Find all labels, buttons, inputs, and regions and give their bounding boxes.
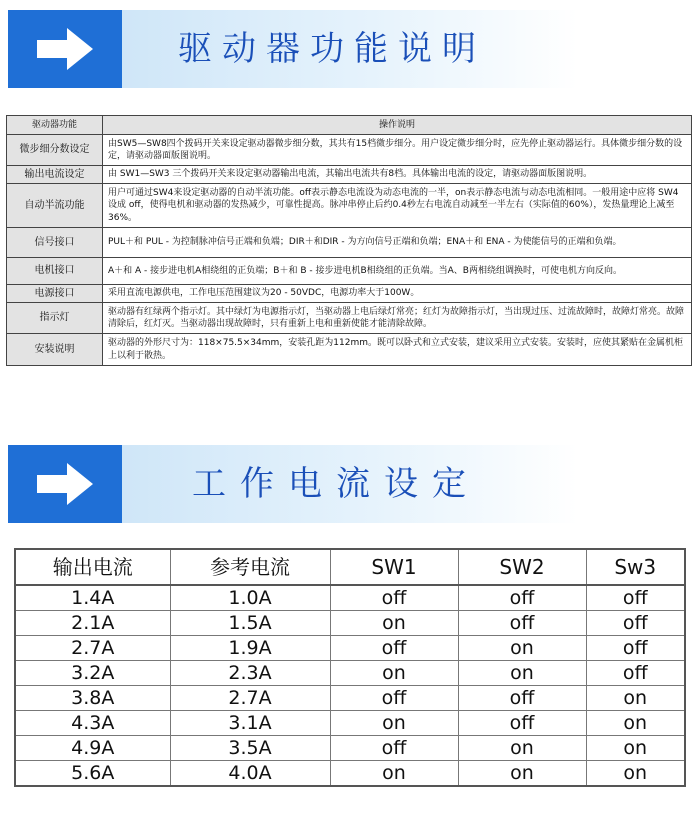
table-row <box>7 258 692 285</box>
header-sw2: SW2 <box>458 549 586 585</box>
function-description: 用户可通过SW4来设定驱动器的自动半流功能。off表示静态电流设为动态电流的一半，on表示静态电流与动态电流相同。一般用途中应将 SW4 设成 off，使得电机和驱动器的发热减少，可靠性提高。脉冲串停止后约0.4秒左右电流自动减至一半左右（实际值的60%），发热量理论上减至36%。 <box>103 184 692 228</box>
section-banner-function <box>0 10 700 90</box>
table-row <box>15 711 685 736</box>
sw2-state: on <box>458 661 586 686</box>
output-current: 4.3A <box>15 711 170 736</box>
function-name: 自动半流功能 <box>7 184 103 228</box>
function-table <box>6 115 692 366</box>
header-sw3: Sw3 <box>586 549 685 585</box>
sw3-state: on <box>586 761 685 787</box>
sw1-state: off <box>330 636 458 661</box>
arrow-box <box>8 10 122 88</box>
sw3-state: off <box>586 661 685 686</box>
table-row <box>7 166 692 184</box>
section-title: 驱动器功能说明 <box>178 29 486 69</box>
table-row <box>7 285 692 303</box>
reference-current: 2.7A <box>170 686 330 711</box>
table-row <box>7 135 692 166</box>
header-reference-current: 参考电流 <box>170 549 330 585</box>
output-current: 2.7A <box>15 636 170 661</box>
table-row <box>15 686 685 711</box>
sw2-state: off <box>458 585 586 611</box>
table-header-row <box>7 116 692 135</box>
sw1-state: on <box>330 661 458 686</box>
table-row <box>15 636 685 661</box>
sw1-state: off <box>330 686 458 711</box>
function-name: 安装说明 <box>7 334 103 366</box>
output-current: 3.8A <box>15 686 170 711</box>
sw2-state: on <box>458 761 586 787</box>
sw3-state: on <box>586 711 685 736</box>
reference-current: 2.3A <box>170 661 330 686</box>
sw1-state: on <box>330 761 458 787</box>
sw3-state: off <box>586 611 685 636</box>
table-row <box>15 736 685 761</box>
sw1-state: on <box>330 711 458 736</box>
sw1-state: off <box>330 585 458 611</box>
function-name: 电机接口 <box>7 258 103 285</box>
table-row <box>15 661 685 686</box>
function-description: 驱动器的外形尺寸为：118×75.5×34mm，安装孔距为112mm。既可以卧式和立式安装，建议采用立式安装。安装时，应使其紧贴在金属机柜上以利于散热。 <box>103 334 692 366</box>
output-current: 2.1A <box>15 611 170 636</box>
function-name: 微步细分数设定 <box>7 135 103 166</box>
reference-current: 1.9A <box>170 636 330 661</box>
table-row <box>7 228 692 258</box>
function-name: 信号接口 <box>7 228 103 258</box>
arrow-right-icon <box>37 463 93 505</box>
arrow-right-icon <box>37 28 93 70</box>
function-description: A＋和 A - 接步进电机A相绕组的正负端；B＋和 B - 接步进电机B相绕组的正负端。当A、B两相绕组调换时，可使电机方向反向。 <box>103 258 692 285</box>
current-setting-table <box>14 548 686 787</box>
sw2-state: off <box>458 686 586 711</box>
function-name: 输出电流设定 <box>7 166 103 184</box>
arrow-box <box>8 445 122 523</box>
reference-current: 1.5A <box>170 611 330 636</box>
function-description: 采用直流电源供电，工作电压范围建议为20 - 50VDC，电源功率大于100W。 <box>103 285 692 303</box>
header-function: 驱动器功能 <box>7 116 103 135</box>
table-row <box>15 761 685 787</box>
output-current: 3.2A <box>15 661 170 686</box>
table-row <box>7 334 692 366</box>
section-title: 工作电流设定 <box>192 464 480 504</box>
function-description: 驱动器有红绿两个指示灯。其中绿灯为电源指示灯，当驱动器上电后绿灯常亮；红灯为故障指示灯，当出现过压、过流故障时，故障灯常亮。故障清除后，红灯灭。当驱动器出现故障时，只有重新上电和重新使能才能清除故障。 <box>103 303 692 334</box>
function-name: 电源接口 <box>7 285 103 303</box>
function-name: 指示灯 <box>7 303 103 334</box>
sw2-state: off <box>458 711 586 736</box>
section-banner-current <box>0 445 700 525</box>
table-header-row <box>15 549 685 585</box>
sw1-state: off <box>330 736 458 761</box>
table-row <box>15 585 685 611</box>
output-current: 5.6A <box>15 761 170 787</box>
sw2-state: off <box>458 611 586 636</box>
table-row <box>7 303 692 334</box>
sw1-state: on <box>330 611 458 636</box>
output-current: 1.4A <box>15 585 170 611</box>
sw3-state: on <box>586 686 685 711</box>
reference-current: 3.1A <box>170 711 330 736</box>
header-sw1: SW1 <box>330 549 458 585</box>
sw2-state: on <box>458 736 586 761</box>
function-description: PUL＋和 PUL - 为控制脉冲信号正端和负端；DIR＋和DIR - 为方向信号正端和负端；ENA＋和 ENA - 为使能信号的正端和负端。 <box>103 228 692 258</box>
header-description: 操作说明 <box>103 116 692 135</box>
sw2-state: on <box>458 636 586 661</box>
header-output-current: 输出电流 <box>15 549 170 585</box>
sw3-state: on <box>586 736 685 761</box>
reference-current: 4.0A <box>170 761 330 787</box>
table-row <box>15 611 685 636</box>
reference-current: 3.5A <box>170 736 330 761</box>
sw3-state: off <box>586 636 685 661</box>
sw3-state: off <box>586 585 685 611</box>
function-description: 由SW5—SW8四个拨码开关来设定驱动器微步细分数，其共有15档微步细分。用户设定微步细分时，应先停止驱动器运行。具体微步细分数的设定，请驱动器面版图说明。 <box>103 135 692 166</box>
reference-current: 1.0A <box>170 585 330 611</box>
output-current: 4.9A <box>15 736 170 761</box>
function-description: 由 SW1—SW3 三个拨码开关来设定驱动器输出电流，其输出电流共有8档。具体输出电流的设定，请驱动器面版图说明。 <box>103 166 692 184</box>
table-row <box>7 184 692 228</box>
